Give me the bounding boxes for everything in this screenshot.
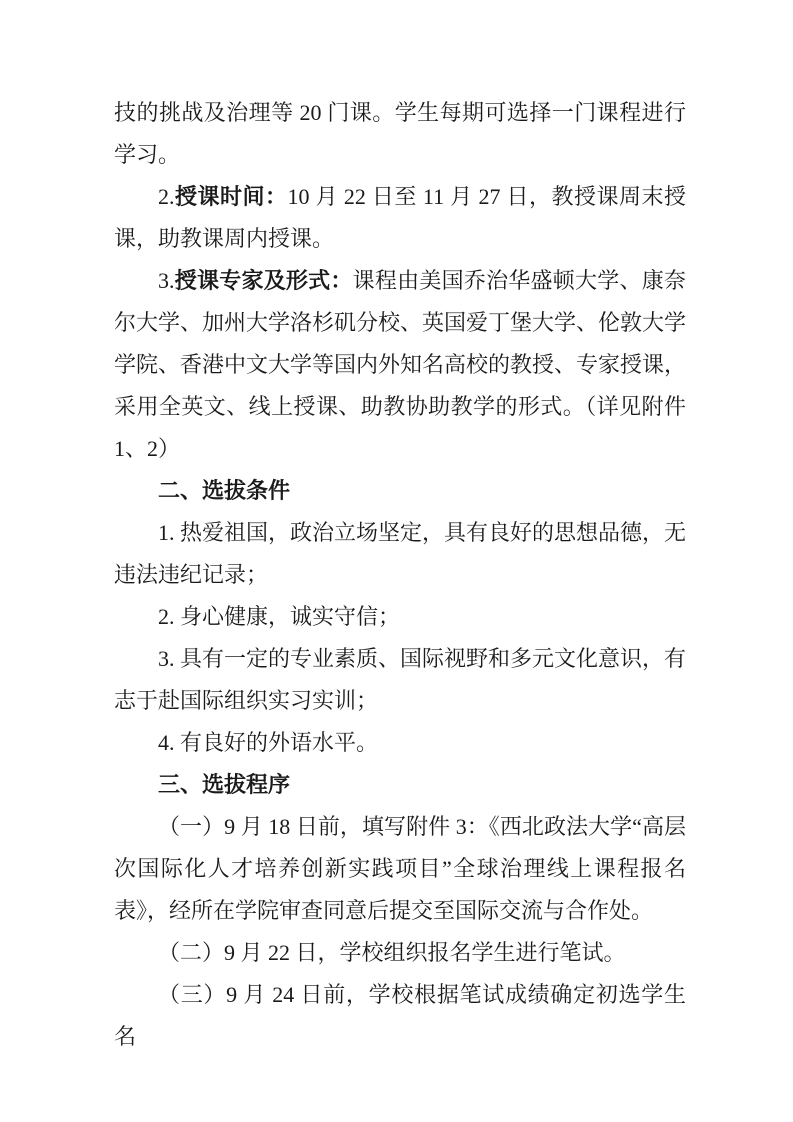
procedure-step-2 <box>114 932 686 974</box>
document-body-text <box>114 92 686 1058</box>
text-run: （一）9 月 18 日前，填写附件 3：《西北政法大学“高层次国际化人才培养创新实践项目”全球治理线上课程报名表》，经所在学院审查同意后提交至国际交流与合作处。 <box>114 814 686 923</box>
paragraph-teaching-time <box>114 176 686 260</box>
text-run: 3. 具有一定的专业素质、国际视野和多元文化意识，有志于赴国际组织实习实训； <box>114 646 687 713</box>
procedure-step-1 <box>114 806 686 932</box>
text-run: 1. 热爱祖国，政治立场坚定，具有良好的思想品德，无违法违纪记录； <box>114 520 687 587</box>
criteria-item-1 <box>114 512 686 596</box>
bold-label-teaching-time: 授课时间： <box>174 184 288 209</box>
criteria-item-4 <box>114 722 686 764</box>
heading-text: 三、选拔程序 <box>158 772 291 797</box>
heading-text: 二、选拔条件 <box>158 478 291 503</box>
paragraph-course-list-continuation <box>114 92 686 176</box>
list-number: 2. <box>158 184 175 209</box>
procedure-step-3 <box>114 974 686 1058</box>
text-run: 2. 身心健康，诚实守信； <box>158 604 401 629</box>
text-run: 10 月 22 日至 11 月 27 日，教授课周末授课，助教课周内授课。 <box>114 184 686 251</box>
list-number: 3. <box>158 268 175 293</box>
criteria-item-2 <box>114 596 686 638</box>
text-run: （三）9 月 24 日前，学校根据笔试成绩确定初选学生名 <box>114 982 686 1049</box>
heading-selection-criteria <box>114 470 686 512</box>
paragraph-teaching-experts-format <box>114 260 686 470</box>
heading-selection-procedure <box>114 764 686 806</box>
criteria-item-3 <box>114 638 686 722</box>
bold-label-teaching-experts: 授课专家及形式： <box>174 268 353 293</box>
text-run: 课程由美国乔治华盛顿大学、康奈尔大学、加州大学洛杉矶分校、英国爱丁堡大学、伦敦大学学院、香港中文大学等国内外知名高校的教授、专家授课，采用全英文、线上授课、助教协助教学的形式。（详见附件 1、2） <box>114 268 687 461</box>
text-run: 技的挑战及治理等 20 门课。学生每期可选择一门课程进行学习。 <box>114 100 686 167</box>
text-run: （二）9 月 22 日，学校组织报名学生进行笔试。 <box>158 940 626 965</box>
text-run: 4. 有良好的外语水平。 <box>158 730 379 755</box>
